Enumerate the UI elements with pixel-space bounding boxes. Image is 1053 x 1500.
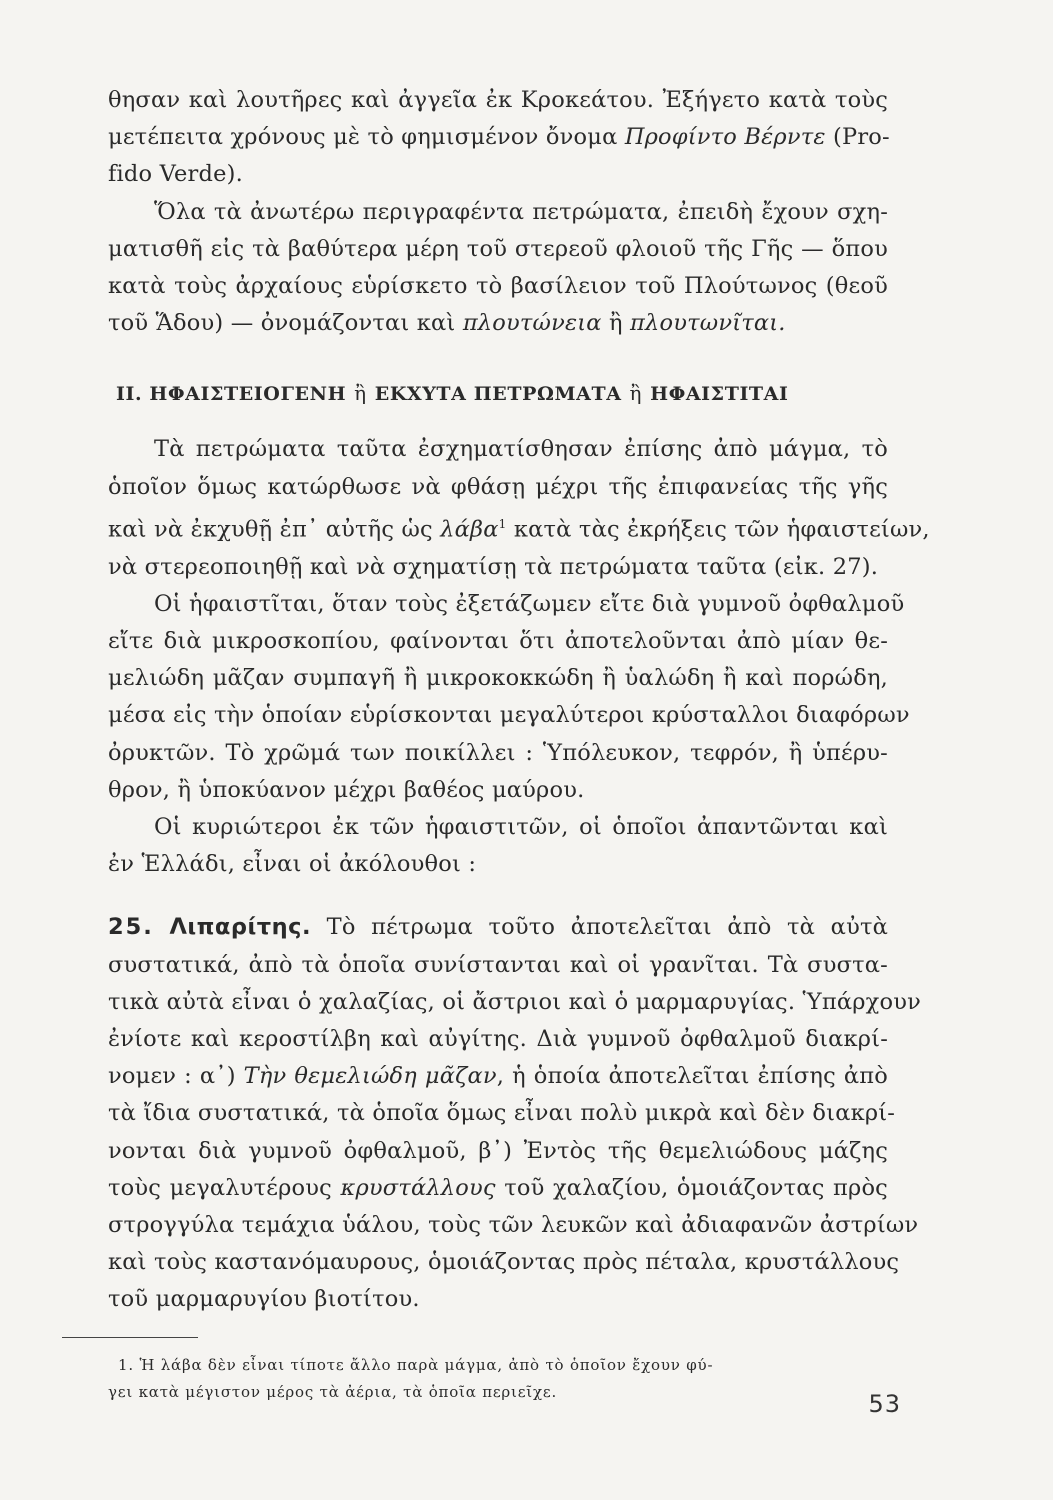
italic-term: πλουτώνεια: [462, 310, 602, 337]
text-line: τοῦ μαρμαρυγίου βιοτίτου.: [108, 1286, 420, 1313]
text-run: Τὸ πέτρωμα τοῦτο ἀποτελεῖται ἀπὸ τὰ αὐτὰ: [311, 914, 888, 941]
text-run: τοὺς μεγαλυτέρους: [108, 1174, 341, 1201]
text-line: [108, 119, 888, 156]
text-run: τοῦ χαλαζίου, ὁμοιάζοντας πρὸς: [495, 1174, 888, 1201]
text-line: μελιώδη μᾶζαν συμπαγῆ ἢ μικροκοκκώδη ἢ ὑαλώδη ἢ καὶ πορώδη,: [108, 665, 888, 692]
entry-line: [108, 909, 888, 946]
text-line: στρογγύλα τεμάχια ὑάλου, τοὺς τῶν λευκῶν καὶ ἀδιαφανῶν ἀστρίων: [108, 1211, 919, 1238]
footnote-divider: [62, 1337, 198, 1338]
text-line: fido Verde).: [108, 161, 243, 188]
text-line: θρον, ἢ ὑποκύανον μέχρι βαθέος μαύρου.: [108, 776, 585, 803]
text-line: ὀρυκτῶν. Τὸ χρῶμά των ποικίλλει : Ὑπόλευκον, τεφρόν, ἢ ὑπέρυ-: [108, 739, 888, 766]
text-run: καὶ νὰ ἐκχυθῇ ἐπ᾿ αὐτῆς ὡς: [108, 516, 441, 543]
text-line: κατὰ τοὺς ἀρχαίους εὑρίσκετο τὸ βασίλειον τοῦ Πλούτωνος (θεοῦ: [108, 273, 888, 300]
italic-term: Τὴν θεμελιώδη μᾶζαν: [243, 1063, 497, 1090]
text-line: Οἱ ἡφαιστῖται, ὅταν τοὺς ἐξετάζωμεν εἴτε διὰ γυμνοῦ ὀφθαλμοῦ: [154, 590, 905, 617]
text-line: [108, 506, 930, 549]
text-line: συστατικά, ἀπὸ τὰ ὁποῖα συνίστανται καὶ οἱ γρανῖται. Τὰ συστα-: [108, 951, 888, 978]
text-line: [108, 1170, 888, 1207]
text-line: ματισθῆ εἰς τὰ βαθύτερα μέρη τοῦ στερεοῦ φλοιοῦ τῆς Γῆς — ὅπου: [108, 235, 888, 262]
section-heading: [108, 378, 888, 409]
text-line: Οἱ κυριώτεροι ἐκ τῶν ἡφαιστιτῶν, οἱ ὁποῖοι ἀπαντῶνται καὶ: [154, 813, 888, 840]
italic-term: λάβα: [440, 516, 499, 543]
text-line: τὰ ἴδια συστατικά, τὰ ὁποῖα ὅμως εἶναι πολὺ μικρὰ καὶ δὲν διακρί-: [108, 1100, 896, 1127]
entry-title: Λιπαρίτης.: [169, 914, 312, 941]
text-line: [108, 1058, 888, 1095]
footnote-ref: 1: [498, 516, 507, 531]
footnote-line: 1. Ἡ λάβα δὲν εἶναι τίποτε ἄλλο παρὰ μάγμα, ἀπὸ τὸ ὁποῖον ἔχουν φύ-: [118, 1355, 714, 1374]
text-line: τικὰ αὐτὰ εἶναι ὁ χαλαζίας, οἱ ἄστριοι καὶ ὁ μαρμαρυγίας. Ὑπάρχουν: [108, 988, 922, 1015]
footnote-line: γει κατὰ μέγιστον μέρος τὰ ἀέρια, τὰ ὁποῖα περιεῖχε.: [108, 1382, 558, 1401]
text-line: ἐνίοτε καὶ κεροστίλβη καὶ αὐγίτης. Διὰ γυμνοῦ ὀφθαλμοῦ διακρί-: [108, 1025, 888, 1052]
entry-number: 25.: [108, 914, 154, 941]
heading-conjunction: ἢ: [354, 381, 367, 406]
text-run: (Pro-: [825, 124, 890, 151]
text-run: , ἡ ὁποία ἀποτελεῖται ἐπίσης ἀπὸ: [496, 1063, 888, 1090]
italic-term: Πρoφίντο Βέρντε: [624, 124, 826, 151]
text-line: εἴτε διὰ μικροσκοπίου, φαίνονται ὅτι ἀποτελοῦνται ἀπὸ μίαν θε-: [108, 627, 888, 654]
text-line: Ὅλα τὰ ἀνωτέρω περιγραφέντα πετρώματα, ἐπειδὴ ἔχουν σχη-: [154, 198, 888, 225]
text-run: νομεν : α᾿): [108, 1063, 244, 1090]
text-run: κατὰ τὰς ἐκρήξεις τῶν ἡφαιστείων,: [506, 516, 930, 543]
page-number: 53: [868, 1390, 901, 1418]
italic-term: πλουτωνῖται.: [630, 310, 786, 337]
text-line: θησαν καὶ λουτῆρες καὶ ἀγγεῖα ἐκ Κροκεάτου. Ἐξήγετο κατὰ τοὺς: [108, 87, 888, 113]
section-number: II.: [116, 383, 143, 406]
text-line: νὰ στερεοποιηθῇ καὶ νὰ σχηματίσῃ τὰ πετρώματα ταῦτα (εἰκ. 27).: [108, 553, 879, 580]
heading-text: ΗΦΑΙΣΤΙΤΑΙ: [650, 383, 789, 406]
heading-conjunction: ἢ: [629, 381, 643, 406]
text-run: τοῦ Ἅδου) — ὀνομάζονται καὶ: [108, 310, 463, 337]
text-line: μέσα εἰς τὴν ὁποίαν εὑρίσκονται μεγαλύτεροι κρύσταλλοι διαφόρων: [108, 702, 910, 729]
heading-text: ΕΚΧΥΤΑ ΠΕΤΡΩΜΑΤΑ: [374, 383, 622, 406]
text-run: ἢ: [601, 310, 631, 337]
text-run: μετέπειτα χρόνους μὲ τὸ φημισμένον ὄνομα: [108, 124, 625, 151]
italic-term: κρυστάλλους: [340, 1174, 496, 1201]
text-line: ὁποῖον ὅμως κατώρθωσε νὰ φθάσῃ μέχρι τῆς ἐπιφανείας τῆς γῆς: [108, 473, 888, 500]
text-line: καὶ τοὺς καστανόμαυρους, ὁμοιάζοντας πρὸς πέταλα, κρυστάλλους: [108, 1249, 900, 1276]
text-line: νονται διὰ γυμνοῦ ὀφθαλμοῦ, β᾿) Ἐντὸς τῆς θεμελιώδους μάζης: [108, 1137, 888, 1164]
heading-text: ΗΦΑΙΣΤΕΙΟΓΕΝΗ: [149, 383, 347, 406]
text-line: [108, 305, 888, 342]
text-line: Τὰ πετρώματα ταῦτα ἐσχηματίσθησαν ἐπίσης ἀπὸ μάγμα, τὸ: [154, 436, 888, 463]
text-line: ἐν Ἑλλάδι, εἶναι οἱ ἀκόλουθοι :: [108, 851, 477, 878]
